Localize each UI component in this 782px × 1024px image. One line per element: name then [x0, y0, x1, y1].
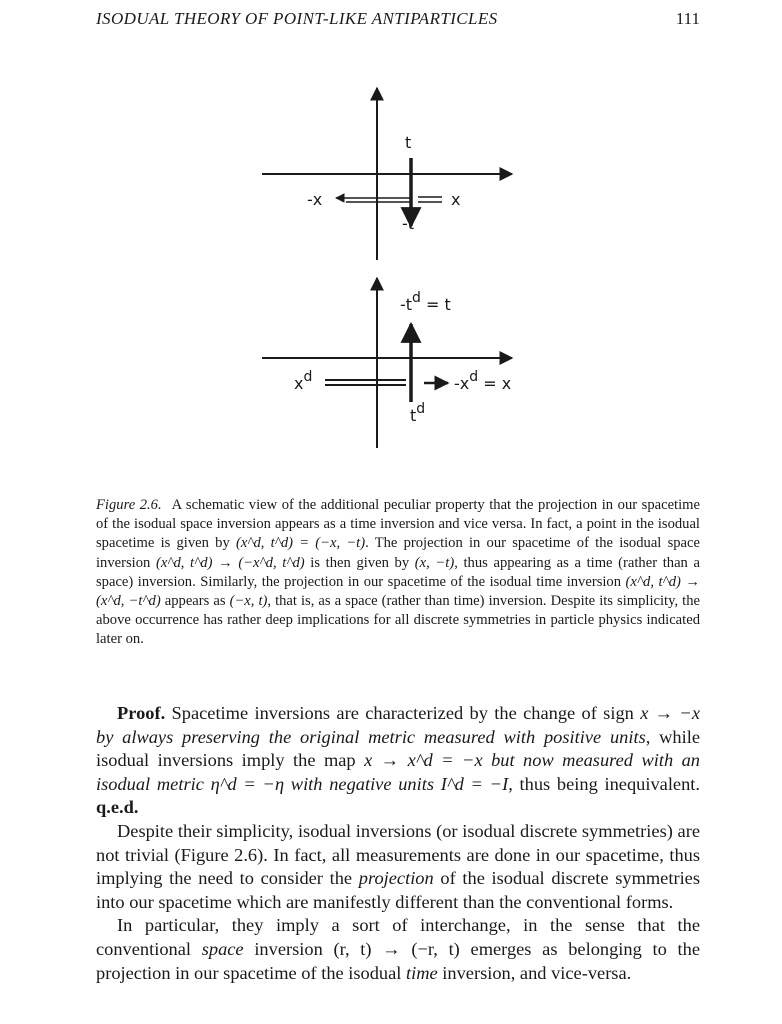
- para2-emphasis: projection: [358, 868, 434, 889]
- paragraph-3: [96, 914, 700, 985]
- para3-text-b: inversion (r, t) → (−r, t) emerges as belonging to the projection in our spacetime of the isodual: [96, 938, 700, 983]
- figure-2-6-diagram: [0, 0, 782, 480]
- para3-text-a: In particular, they imply a sort of interchange, in the sense that the conventional: [96, 915, 700, 959]
- bottom-label-neg-td-eq-t: -td = t: [400, 290, 451, 314]
- proof-label: Proof.: [117, 703, 166, 723]
- caption-math-1: (x^d, t^d) = (−x, −t): [235, 535, 366, 552]
- top-label-t: t: [405, 133, 412, 152]
- bottom-label-xd: xd: [294, 369, 313, 393]
- bottom-diagram: [262, 278, 512, 448]
- page-number: 111: [675, 9, 700, 28]
- caption-text-4: , thus appearing as a time (rather than a space) inversion. Similarly, the projection in our spacetime of the isodual time inversion: [96, 554, 700, 590]
- caption-math-3: (x, −t): [414, 554, 455, 571]
- running-head: ISODUAL THEORY OF POINT-LIKE ANTIPARTICLES: [96, 9, 498, 28]
- caption-math-2: (x^d, t^d) → (−x^d, t^d): [155, 554, 305, 571]
- para3-emphasis-space: space: [201, 938, 244, 959]
- qed: q.e.d.: [96, 797, 139, 818]
- para3-text-c: inversion, and vice-versa.: [437, 962, 632, 983]
- bottom-label-td: td: [410, 401, 426, 425]
- caption-text-6: , that is, as a space (rather than time) inversion. Despite its simplicity, the above occurrence has rather deep implications for all discrete symmetries in particle physics indicated later on.: [96, 593, 700, 648]
- proof-text-b: x → −x by always preserving the original metric measured with positive units: [96, 703, 701, 747]
- top-label-x: x: [451, 190, 461, 209]
- caption-math-4: (x^d, t^d) → (x^d, −t^d): [96, 573, 700, 610]
- proof-paragraph: [96, 702, 700, 820]
- proof-text-e: , thus being inequivalent.: [508, 773, 700, 794]
- body-text: [96, 702, 700, 985]
- caption-text-5: appears as: [160, 593, 230, 610]
- para2-text-a: Despite their simplicity, isodual inversions (or isodual discrete symmetries) are not trivial (Figure 2.6). In fact, all measurements are done in our spacetime, thus implying the need to consider the: [96, 820, 700, 889]
- proof-text-d: x → x^d = −x but now measured with an isodual metric η^d = −η with negative units I^d = −I: [96, 750, 700, 794]
- caption-math-5: (−x, t): [229, 593, 268, 610]
- bottom-label-neg-xd-eq-x: -xd = x: [454, 369, 512, 393]
- para3-emphasis-time: time: [406, 962, 438, 983]
- paragraph-2: [96, 820, 700, 914]
- proof-text-a: Spacetime inversions are characterized by the change of sign: [165, 703, 641, 723]
- top-label-neg-x: -x: [307, 190, 323, 209]
- para2-text-b: of the isodual discrete symmetries into our spacetime which are manifestly different than the conventional forms.: [96, 868, 700, 912]
- caption-label: Figure 2.6.: [96, 497, 162, 513]
- caption-text-3: is then given by: [304, 554, 415, 571]
- top-diagram: [262, 88, 512, 260]
- caption-text-1: A schematic view of the additional peculiar property that the projection in our spacetime of the isodual space inversion appears as a time inversion and vice versa. In fact, a point in the isodual spacetime is given by: [96, 497, 700, 552]
- figure-caption: [96, 496, 700, 650]
- caption-text-2: . The projection in our spacetime of the isodual space inversion: [96, 535, 700, 571]
- top-label-neg-t: -t: [402, 214, 415, 233]
- proof-text-c: , while isodual inversions imply the map: [96, 726, 700, 771]
